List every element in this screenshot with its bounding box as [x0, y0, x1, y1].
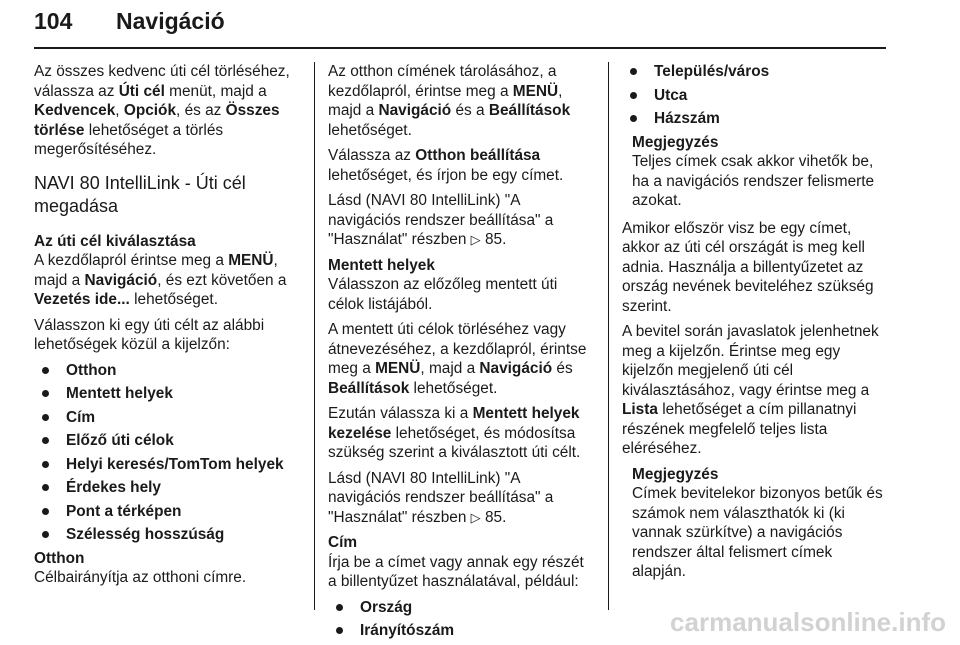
- list-item: Előző úti célok: [34, 431, 302, 451]
- paragraph: Válassza az Otthon beállítása lehetőséget, és írjon be egy címet.: [328, 147, 564, 184]
- subheading: Otthon: [34, 549, 85, 567]
- list-item: Irányítószám: [328, 621, 596, 641]
- list-item: Érdekes hely: [34, 478, 302, 498]
- option-list: [328, 598, 596, 641]
- paragraph: A bevitel során javaslatok jelenhetnek meg a kijelzőn. Érintse meg egy kijelzőn megjelenő úti cél kiválasztásához, vagy érintse meg a Lista lehetőséget a cím pillanatnyi részének megfelelő teljes lista eléréséhez.: [622, 323, 879, 457]
- list-item: Ország: [328, 598, 596, 618]
- chapter-title: Navigáció: [116, 8, 225, 34]
- paragraph: Válasszon ki egy úti célt az alábbi lehetőségek közül a kijelzőn:: [34, 316, 265, 353]
- note-label: Megjegyzés: [632, 133, 719, 151]
- paragraph: Az otthon címének tárolásához, a kezdőlapról, érintse meg a MENÜ, majd a Navigáció és a Beállítások lehetőséget.: [328, 63, 571, 139]
- paragraph: Az összes kedvenc úti cél törléséhez, válassza az Úti cél menüt, majd a Kedvencek, Opciók, és az Összes törlése lehetőséget a törlés megerősítéséhez.: [34, 63, 290, 158]
- paragraph: Ezután válassza ki a Mentett helyek kezelése lehetőséget, és módosítsa szükség szerint a kiválasztott úti célt.: [328, 405, 581, 461]
- subheading: Cím: [328, 534, 358, 551]
- paragraph: Célbairányítja az otthoni címre.: [34, 569, 247, 586]
- page-header: [34, 8, 886, 48]
- bullet-icon: [630, 92, 637, 99]
- list-item: Otthon: [34, 361, 302, 381]
- watermark: carmanualsonline.info: [670, 607, 946, 637]
- column-2: [328, 62, 596, 645]
- bullet-icon: [42, 461, 49, 468]
- bullet-icon: [630, 68, 637, 75]
- bullet-icon: [336, 604, 343, 611]
- bullet-icon: [336, 627, 343, 634]
- page-reference-icon: ▷: [470, 232, 481, 247]
- bullet-icon: [42, 414, 49, 421]
- bullet-icon: [630, 115, 637, 122]
- paragraph: A kezdőlapról érintse meg a MENÜ, majd a Navigáció, és ezt követően a Vezetés ide... lehetőséget.: [34, 252, 287, 308]
- note-text: Teljes címek csak akkor vihetők be, ha a navigációs rendszer felismerte azokat.: [632, 153, 875, 209]
- page-number: 104: [34, 8, 73, 34]
- option-list: [34, 361, 302, 545]
- subheading: Mentett helyek: [328, 256, 435, 274]
- bullet-icon: [42, 508, 49, 515]
- paragraph: A mentett úti célok törléséhez vagy átnevezéséhez, a kezdőlapról, érintse meg a MENÜ, majd a Navigáció és Beállítások lehetőséget.: [328, 321, 587, 397]
- header-rule: [34, 47, 886, 49]
- column-divider-1: [314, 62, 315, 610]
- list-item: Helyi keresés/TomTom helyek: [34, 455, 302, 475]
- option-list: [622, 62, 890, 129]
- paragraph: Amikor először visz be egy címet, akkor az úti cél országát is meg kell adnia. Használja a billentyűzetet az ország nevének beviteléhez szükség szerint.: [622, 219, 874, 315]
- note-text: Címek bevitelekor bizonyos betűk és számok nem választhatók ki (ki vannak szürkítve) a navigációs rendszer által felismert címek alapján.: [632, 485, 883, 580]
- list-item: Szélesség hosszúság: [34, 525, 302, 545]
- page-reference[interactable]: 85.: [484, 231, 507, 248]
- note-label: Megjegyzés: [632, 465, 719, 483]
- paragraph: Írja be a címet vagy annak egy részét a billentyűzet használatával, például:: [328, 553, 584, 590]
- paragraph: Lásd (NAVI 80 IntelliLink) "A navigációs rendszer beállítása" a "Használat" részben ▷ 85.: [328, 192, 554, 248]
- column-3: [622, 62, 890, 590]
- list-item: Utca: [622, 86, 890, 106]
- list-item: Pont a térképen: [34, 502, 302, 522]
- section-heading: NAVI 80 IntelliLink - Úti cél megadása: [34, 172, 246, 216]
- note-box: [622, 133, 890, 211]
- subheading: Az úti cél kiválasztása: [34, 232, 196, 250]
- list-item: Település/város: [622, 62, 890, 82]
- list-item: Mentett helyek: [34, 384, 302, 404]
- paragraph: Lásd (NAVI 80 IntelliLink) "A navigációs rendszer beállítása" a "Használat" részben ▷ 85.: [328, 469, 554, 526]
- page-reference-icon: ▷: [470, 509, 481, 525]
- bullet-icon: [42, 531, 49, 538]
- bullet-icon: [42, 390, 49, 397]
- bullet-icon: [42, 484, 49, 491]
- page-reference[interactable]: 85.: [484, 508, 507, 526]
- note-box: [622, 465, 890, 582]
- paragraph: Válasszon az előzőleg mentett úti célok listájából.: [328, 276, 558, 313]
- bullet-icon: [42, 437, 49, 444]
- list-item: Házszám: [622, 109, 890, 129]
- bullet-icon: [42, 367, 49, 374]
- column-1: [34, 62, 302, 594]
- column-divider-2: [608, 62, 609, 610]
- list-item: Cím: [34, 408, 302, 428]
